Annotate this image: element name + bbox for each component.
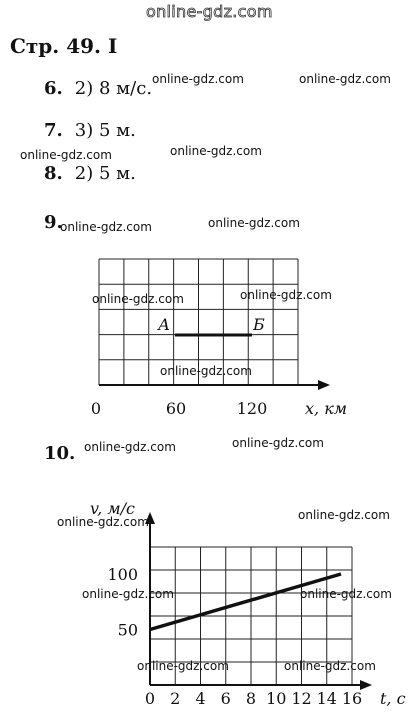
x-tick-label: 12 — [291, 689, 312, 708]
answer-number: 8. — [44, 163, 63, 184]
answer-text: 3) 5 м. — [74, 120, 136, 141]
x-tick-label: 10 — [266, 689, 287, 708]
x-tick-label: 2 — [170, 689, 181, 708]
watermark: online-gdz.com — [284, 659, 376, 673]
watermark: online-gdz.com — [60, 220, 152, 234]
watermark: online-gdz.com — [298, 508, 390, 522]
watermark: online-gdz.com — [82, 587, 174, 601]
velocity-line — [150, 574, 341, 630]
site-watermark: online-gdz.com — [146, 2, 273, 21]
x-tick-label: 14 — [316, 689, 337, 708]
x-tick-label: 0 — [90, 399, 102, 418]
watermark: online-gdz.com — [300, 587, 392, 601]
x-tick-label: 60 — [165, 399, 187, 418]
answer-text: 2) 8 м/с. — [74, 78, 153, 99]
x-tick-label: 120 — [236, 399, 268, 418]
watermark: online-gdz.com — [92, 292, 184, 306]
y-tick-label: 50 — [117, 620, 138, 640]
x-tick-label: 6 — [220, 689, 231, 708]
y-axis-label: v, м/с — [90, 499, 135, 518]
watermark: online-gdz.com — [240, 288, 332, 302]
x-axis-label: t, с — [380, 689, 406, 708]
watermark: online-gdz.com — [232, 436, 324, 450]
watermark: online-gdz.com — [20, 148, 112, 162]
watermark: online-gdz.com — [160, 364, 252, 378]
answer-number: 6. — [44, 78, 63, 99]
x-axis-label: x, км — [305, 399, 348, 418]
watermark: online-gdz.com — [84, 440, 176, 454]
answer-text: 2) 5 м. — [74, 163, 136, 184]
answer-number: 7. — [44, 120, 63, 141]
watermark: online-gdz.com — [299, 72, 391, 86]
x-tick-label: 0 — [144, 689, 156, 708]
watermark: online-gdz.com — [152, 72, 244, 86]
watermark: online-gdz.com — [208, 216, 300, 230]
x-tick-label: 16 — [341, 689, 363, 708]
problem-10-number: 10. — [44, 443, 76, 464]
page-title: Стр. 49. I — [10, 34, 118, 58]
point-b-label: Б — [253, 315, 265, 334]
x-tick-label: 8 — [245, 689, 257, 708]
point-a-label: А — [158, 315, 171, 334]
problem-9-number: 9. — [44, 212, 63, 233]
watermark: online-gdz.com — [170, 144, 262, 158]
watermark: online-gdz.com — [137, 659, 229, 673]
watermark: online-gdz.com — [57, 515, 149, 529]
y-tick-label: 100 — [107, 565, 138, 584]
x-tick-label: 4 — [195, 689, 206, 708]
